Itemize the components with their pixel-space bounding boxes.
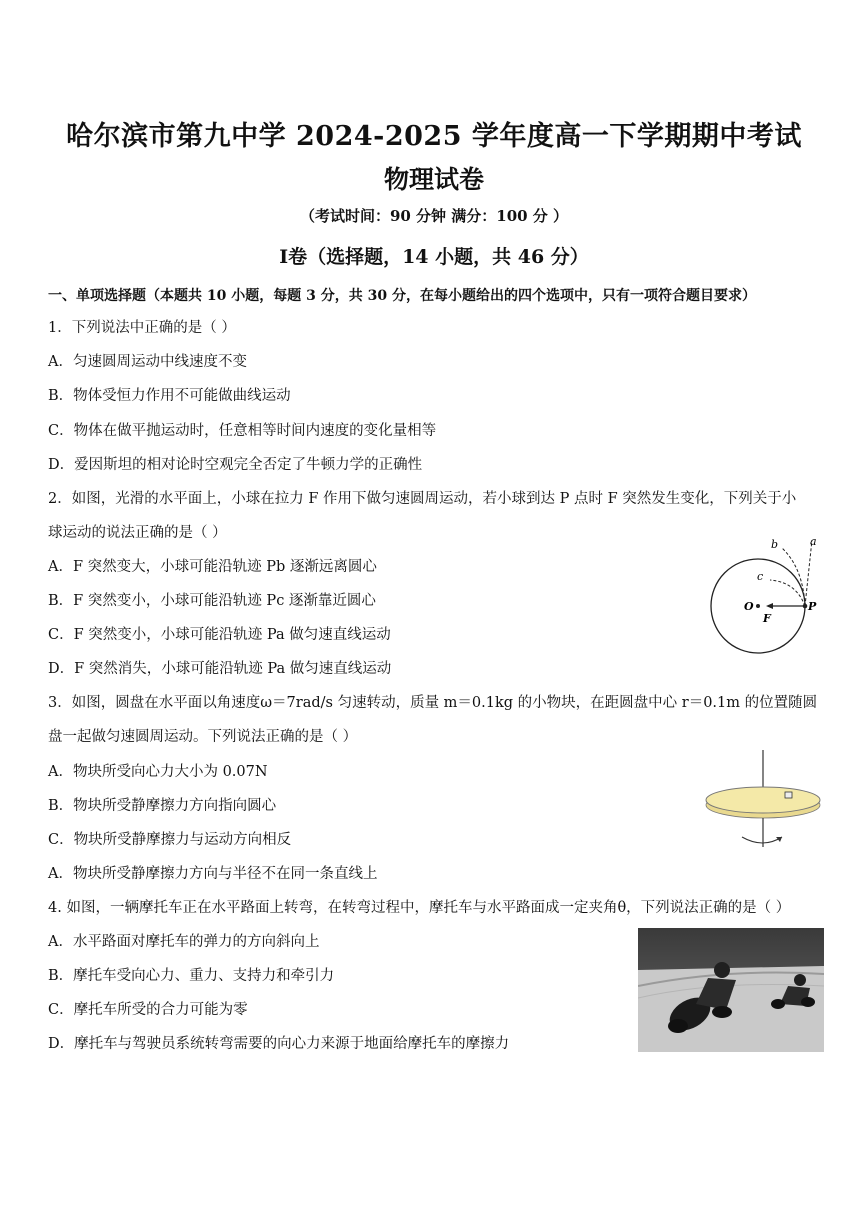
- question-1-option-b: B．物体受恒力作用不可能做曲线运动: [48, 388, 291, 404]
- center-point: [756, 604, 760, 608]
- question-1-stem: 1．下列说法中正确的是（ ）: [48, 320, 236, 336]
- section-title: I卷（选择题，14 小题，共 46 分）: [279, 246, 589, 268]
- ball-point: [803, 604, 808, 609]
- question-2-option-c: C．F 突然变小，小球可能沿轨迹 Pa 做匀速直线运动: [48, 627, 391, 643]
- label-b: b: [771, 538, 779, 551]
- question-4-option-a: A．水平路面对摩托车的弹力的方向斜向上: [48, 934, 320, 950]
- question-3-stem-line-2: 盘一起做匀速圆周运动。下列说法正确的是（ ）: [48, 729, 358, 745]
- rotation-arrow: [742, 837, 782, 843]
- question-1-option-d: D．爱因斯坦的相对论时空观完全否定了牛顿力学的正确性: [48, 457, 423, 473]
- question-4-option-b: B．摩托车受向心力、重力、支持力和牵引力: [48, 968, 335, 984]
- label-a: a: [810, 535, 817, 548]
- question-3-stem-line-1: 3．如图，圆盘在水平面以角速度ω＝7rad/s 匀速转动，质量 m＝0.1kg 的小物块，在距圆盘中心 r＝0.1m 的位置随圆: [48, 695, 818, 711]
- question-2-option-b: B．F 突然变小，小球可能沿轨迹 Pc 逐渐靠近圆心: [48, 593, 376, 609]
- part-heading: 一、单项选择题（本题共 10 小题，每题 3 分，共 30 分，在每小题给出的四个选项中，只有一项符合题目要求）: [48, 288, 756, 304]
- circular-motion-figure: [700, 530, 840, 660]
- trajectory-a: [805, 540, 812, 606]
- label-o: O: [744, 600, 754, 613]
- rotating-disc-figure: [700, 745, 825, 855]
- trajectory-b: [782, 548, 805, 606]
- label-f: F: [763, 612, 771, 625]
- block-icon: [785, 792, 792, 798]
- question-4-option-c: C．摩托车所受的合力可能为零: [48, 1002, 248, 1018]
- label-p: P: [808, 600, 817, 613]
- question-4-option-d: D．摩托车与驾驶员系统转弯需要的向心力来源于地面给摩托车的摩擦力: [48, 1036, 510, 1052]
- question-3-option-a: A．物块所受向心力大小为 0.07N: [48, 764, 268, 780]
- exam-title: 哈尔滨市第九中学 2024-2025 学年度高一下学期期中考试: [66, 121, 802, 152]
- motorcycle-photo: [638, 928, 824, 1052]
- label-c: c: [757, 570, 764, 583]
- question-2-stem-line-2: 球运动的说法正确的是（ ）: [48, 525, 227, 541]
- question-1-option-a: A．匀速圆周运动中线速度不变: [48, 354, 247, 370]
- question-3-option-c: C．物块所受静摩擦力与运动方向相反: [48, 832, 292, 848]
- question-1-option-c: C．物体在做平抛运动时，任意相等时间内速度的变化量相等: [48, 423, 437, 439]
- question-2-option-d: D．F 突然消失，小球可能沿轨迹 Pa 做匀速直线运动: [48, 661, 392, 677]
- question-3-option-b: B．物块所受静摩擦力方向指向圆心: [48, 798, 277, 814]
- force-arrowhead: [766, 603, 773, 609]
- question-2-option-a: A．F 突然变大，小球可能沿轨迹 Pb 逐渐远离圆心: [48, 559, 377, 575]
- disc-top: [706, 787, 820, 813]
- question-3-option-d: A．物块所受静摩擦力方向与半径不在同一条直线上: [48, 866, 378, 882]
- exam-subtitle: 物理试卷: [383, 165, 484, 194]
- exam-info: （考试时间：90 分钟 满分：100 分 ）: [299, 207, 569, 225]
- question-2-stem-line-1: 2．如图，光滑的水平面上，小球在拉力 F 作用下做匀速圆周运动，若小球到达 P 点时 F 突然发生变化，下列关于小: [48, 491, 797, 507]
- question-4-stem: 4. 如图，一辆摩托车正在水平路面上转弯，在转弯过程中，摩托车与水平路面成一定夹角θ，下列说法正确的是（ ）: [48, 900, 791, 916]
